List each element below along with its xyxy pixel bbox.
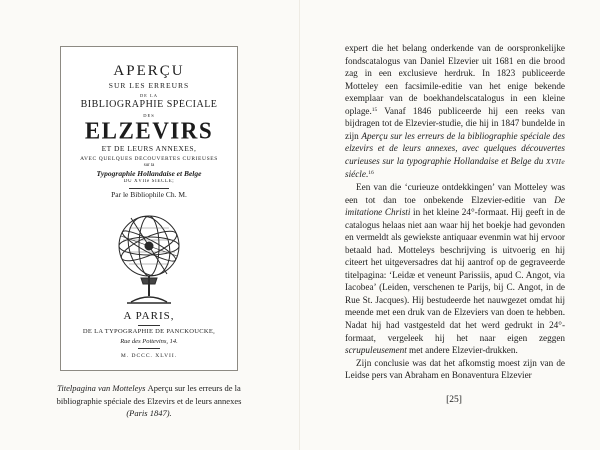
title-line: DU XVIIe SIÈCLE; xyxy=(123,179,175,185)
caption-title: Aperçu sur les erreurs de la bibliographie spéciale des Elzevirs et de leurs annexes xyxy=(56,383,242,406)
text-run: Een van die ‘curieuze ontdekkingen’ van Motteley was een tot dan toe onbekende Elzevier-editie van xyxy=(345,182,565,205)
caption-tail: (Paris 1847). xyxy=(126,408,172,418)
caption-intro: Titelpagina van Motteleys xyxy=(57,383,148,393)
title-line: BIBLIOGRAPHIE SPÉCIALE xyxy=(80,99,218,111)
title-line: sur la xyxy=(143,163,155,169)
footnote-ref: 15 xyxy=(371,106,378,113)
paragraph-1 xyxy=(345,42,565,181)
imprint-line: DE LA TYPOGRAPHIE DE PANCKOUCKE, xyxy=(82,328,216,336)
emphasis: scrupuleusement xyxy=(345,345,407,356)
footnote-ref: 16 xyxy=(368,170,374,177)
text-run: met andere Elzevier-drukken. xyxy=(406,345,518,356)
title-line: SUR LES ERREURS xyxy=(108,82,190,91)
gutter xyxy=(299,0,300,450)
imprint-rule xyxy=(138,348,160,349)
title-line: ET DE LEURS ANNEXES, xyxy=(101,145,197,154)
page-number: [25] xyxy=(446,395,462,405)
text-run: . xyxy=(365,169,369,180)
text-run: in het kleine 24°-formaat. Hij geeft in de catalogus helaas niet aan waar hij het boekje had gevonden en vermeldt als gewiekste antiquaar evenmin wat hij ervoor betaald had. Motteleys beschrijving is uitvoerig en hij citeert het uitgeversadres dat hij aantrof op de gegraveerde titelpagina: ‘Leidæ et veneunt Parissiis, apud C. Angot, via Iacobea’ (Leiden, verschenen te Parijs, bij C. Angot, in de Rue St. Jacques). Hij bestudeerde het nauwgezet omdat hij meende met een druk van de Elzeviers van doen te hebben. Nadat hij had vastgesteld dat het werd gedrukt in 24°-formaat, vergeleek hij het naar eigen zeggen xyxy=(345,207,565,343)
imprint-year: M. DCCC. XLVII. xyxy=(120,353,178,360)
title-line: DES xyxy=(143,112,155,118)
title-line: Typographie Hollandaise et Belge xyxy=(96,169,202,178)
imprint-line: Rue des Poitevins, 14. xyxy=(120,337,178,345)
book-title-end: siécle xyxy=(345,169,366,180)
title-rule xyxy=(129,188,169,189)
century-smallcaps: XVIIe xyxy=(546,156,565,166)
title-line-elzevirs: ELZEVIRS xyxy=(84,117,214,144)
paragraph-3 xyxy=(345,357,565,382)
figure-caption xyxy=(50,382,248,420)
title-line: APERÇU xyxy=(113,63,185,79)
imprint-line: A PARIS, xyxy=(123,309,175,322)
imprint-rule xyxy=(138,325,160,326)
text-run: expert die het belang onderkende van de oorspronkelijke fondscatalogus van Daniel Elzevier uit 1681 en die brood zag in een exclusieve herdruk. In 1823 publiceerde Motteley een facsimile-editie van het enige bekende exemplaar van de boekhandelscatalogus in een kleine oplage. xyxy=(345,43,565,116)
title-page-facsimile xyxy=(60,46,238,371)
title-line-author: Par le Bibliophile Ch. M. xyxy=(111,190,187,199)
text-column xyxy=(345,42,565,382)
book-title: Aperçu sur les erreurs de la bibliographie spéciale des elzevirs et de leurs annexes, avec quelques découvertes curieuses sur la typographie Hollandaise et Belge du xyxy=(345,130,565,166)
title-line: DE LA xyxy=(139,92,159,98)
title-line: AVEC QUELQUES DÉCOUVERTES CURIEUSES xyxy=(80,155,218,162)
text-run: Vanaf 1846 publiceerde hij een reeks van bijdragen tot de Elzevier-studie, die hij in 1847 bundelde in zijn xyxy=(345,105,565,141)
armillary-sphere-icon xyxy=(101,206,197,306)
text-run: Zijn conclusie was dat het afkomstig moest zijn van de Leidse pers van Abraham en Bonaventura Elzevier xyxy=(345,357,565,381)
book-title: De imitatione Christi xyxy=(345,194,565,218)
paragraph-2 xyxy=(345,181,565,357)
